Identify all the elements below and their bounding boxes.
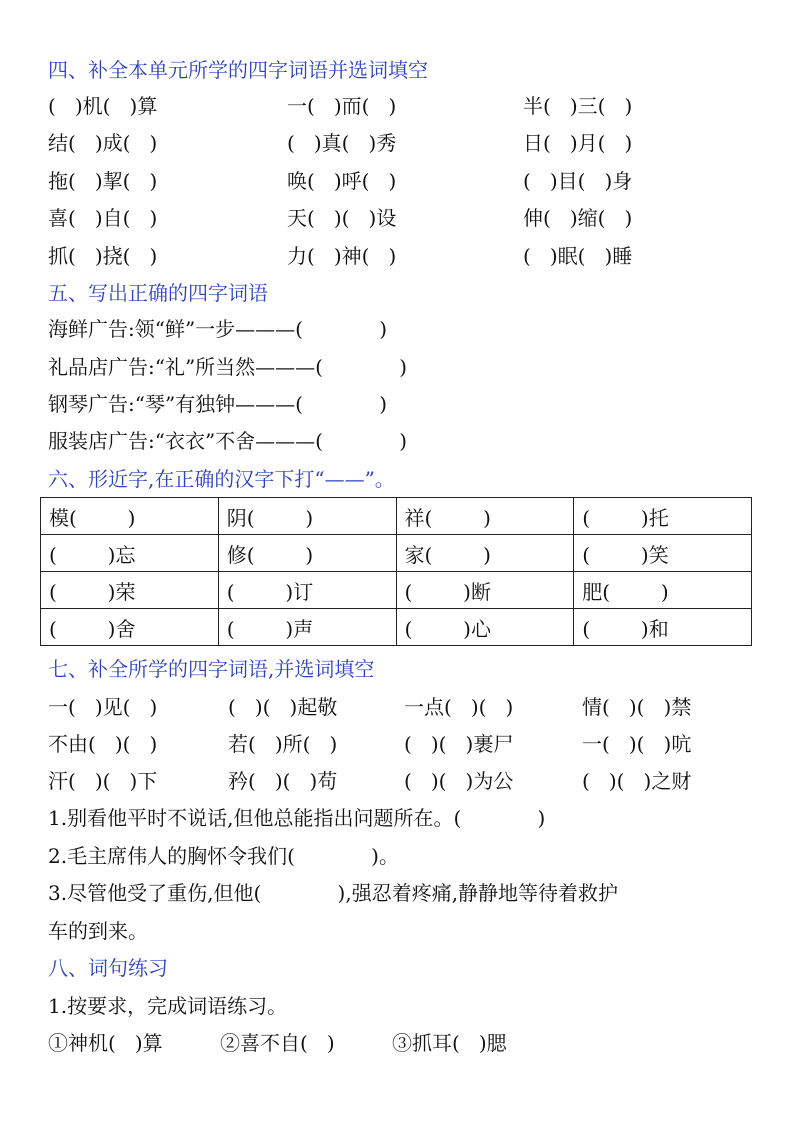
idiom-blank: 日( )月( ) [523, 131, 633, 155]
idiom-blank: 矜( )( )苟 [228, 769, 338, 793]
table-row [41, 572, 752, 609]
idiom-blank: 一( )( )吭 [582, 732, 692, 756]
idiom-blank: ( )( )为公 [404, 769, 514, 793]
ad-line: 服装店广告:“衣衣”不舍———( ) [48, 429, 408, 453]
table-cell: ( )声 [218, 609, 396, 646]
table-cell: ( )心 [396, 609, 574, 646]
idiom-blank: 结( )成( ) [48, 131, 158, 155]
table-row [41, 609, 752, 646]
idiom-blank: 情( )( )禁 [582, 695, 692, 719]
idiom-blank: 伸( )缩( ) [523, 206, 633, 230]
section-7-title: 七、补全所学的四字词语,并选词填空 [48, 657, 375, 681]
table-row [41, 535, 752, 572]
idiom-blank: 一点( )( ) [404, 695, 514, 719]
section-4-title: 四、补全本单元所学的四字词语并选词填空 [48, 58, 428, 82]
exercise-item: ①神机( )算 [48, 1031, 163, 1055]
idiom-blank: ( )真( )秀 [287, 131, 397, 155]
sentence: 2.毛主席伟人的胸怀令我们( )。 [48, 844, 399, 868]
sentence: 3.尽管他受了重伤,但他( ),强忍着疼痛,静静地等待着救护 [48, 881, 619, 905]
idiom-blank: 汗( )( )下 [48, 769, 158, 793]
table-cell: 阴( ) [218, 498, 396, 535]
idiom-blank: 喜( )自( ) [48, 206, 158, 230]
table-cell: 肥( ) [574, 572, 752, 609]
table-cell: ( )托 [574, 498, 752, 535]
idiom-blank: ( )( )裹尸 [404, 732, 514, 756]
section-6-title: 六、形近字,在正确的汉字下打“——”。 [48, 467, 395, 491]
table-cell: 模( ) [41, 498, 219, 535]
idiom-blank: ( )眠( )睡 [523, 244, 633, 268]
idiom-blank: 唤( )呼( ) [287, 169, 397, 193]
ad-line: 海鲜广告:领“鲜”一步———( ) [48, 317, 388, 341]
idiom-blank: 力( )神( ) [287, 244, 397, 268]
sentence: 车的到来。 [48, 919, 148, 943]
idiom-blank: 一( )而( ) [287, 94, 397, 118]
table-cell: ( )订 [218, 572, 396, 609]
section-8-title: 八、词句练习 [48, 956, 168, 980]
table-cell: ( )断 [396, 572, 574, 609]
table-row [41, 498, 752, 535]
table-cell: 修( ) [218, 535, 396, 572]
exercise-item: ②喜不自( ) [220, 1031, 335, 1055]
idiom-blank: ( )机( )算 [48, 94, 158, 118]
table-cell: ( )笑 [574, 535, 752, 572]
similar-characters-table [40, 497, 752, 646]
idiom-blank: 不由( )( ) [48, 732, 158, 756]
table-cell: ( )和 [574, 609, 752, 646]
exercise-item: ③抓耳( )腮 [392, 1031, 507, 1055]
idiom-blank: 拖( )挈( ) [48, 169, 158, 193]
idiom-blank: ( )目( )身 [523, 169, 633, 193]
table-cell: 家( ) [396, 535, 574, 572]
sentence: 1.别看他平时不说话,但他总能指出问题所在。( ) [48, 806, 546, 830]
table-cell: ( )荣 [41, 572, 219, 609]
idiom-blank: 抓( )挠( ) [48, 244, 158, 268]
table-cell: ( )忘 [41, 535, 219, 572]
idiom-blank: ( )( )起敬 [228, 695, 338, 719]
table-cell: ( )舍 [41, 609, 219, 646]
ad-line: 礼品店广告:“礼”所当然———( ) [48, 355, 408, 379]
section-5-title: 五、写出正确的四字词语 [48, 281, 268, 305]
idiom-blank: ( )( )之财 [582, 769, 692, 793]
idiom-blank: 天( )( )设 [287, 206, 397, 230]
idiom-blank: 半( )三( ) [523, 94, 633, 118]
idiom-blank: 一( )见( ) [48, 695, 158, 719]
ad-line: 钢琴广告:“琴”有独钟———( ) [48, 392, 388, 416]
section-8-subtitle: 1.按要求，完成词语练习。 [48, 994, 288, 1018]
table-cell: 祥( ) [396, 498, 574, 535]
idiom-blank: 若( )所( ) [228, 732, 338, 756]
